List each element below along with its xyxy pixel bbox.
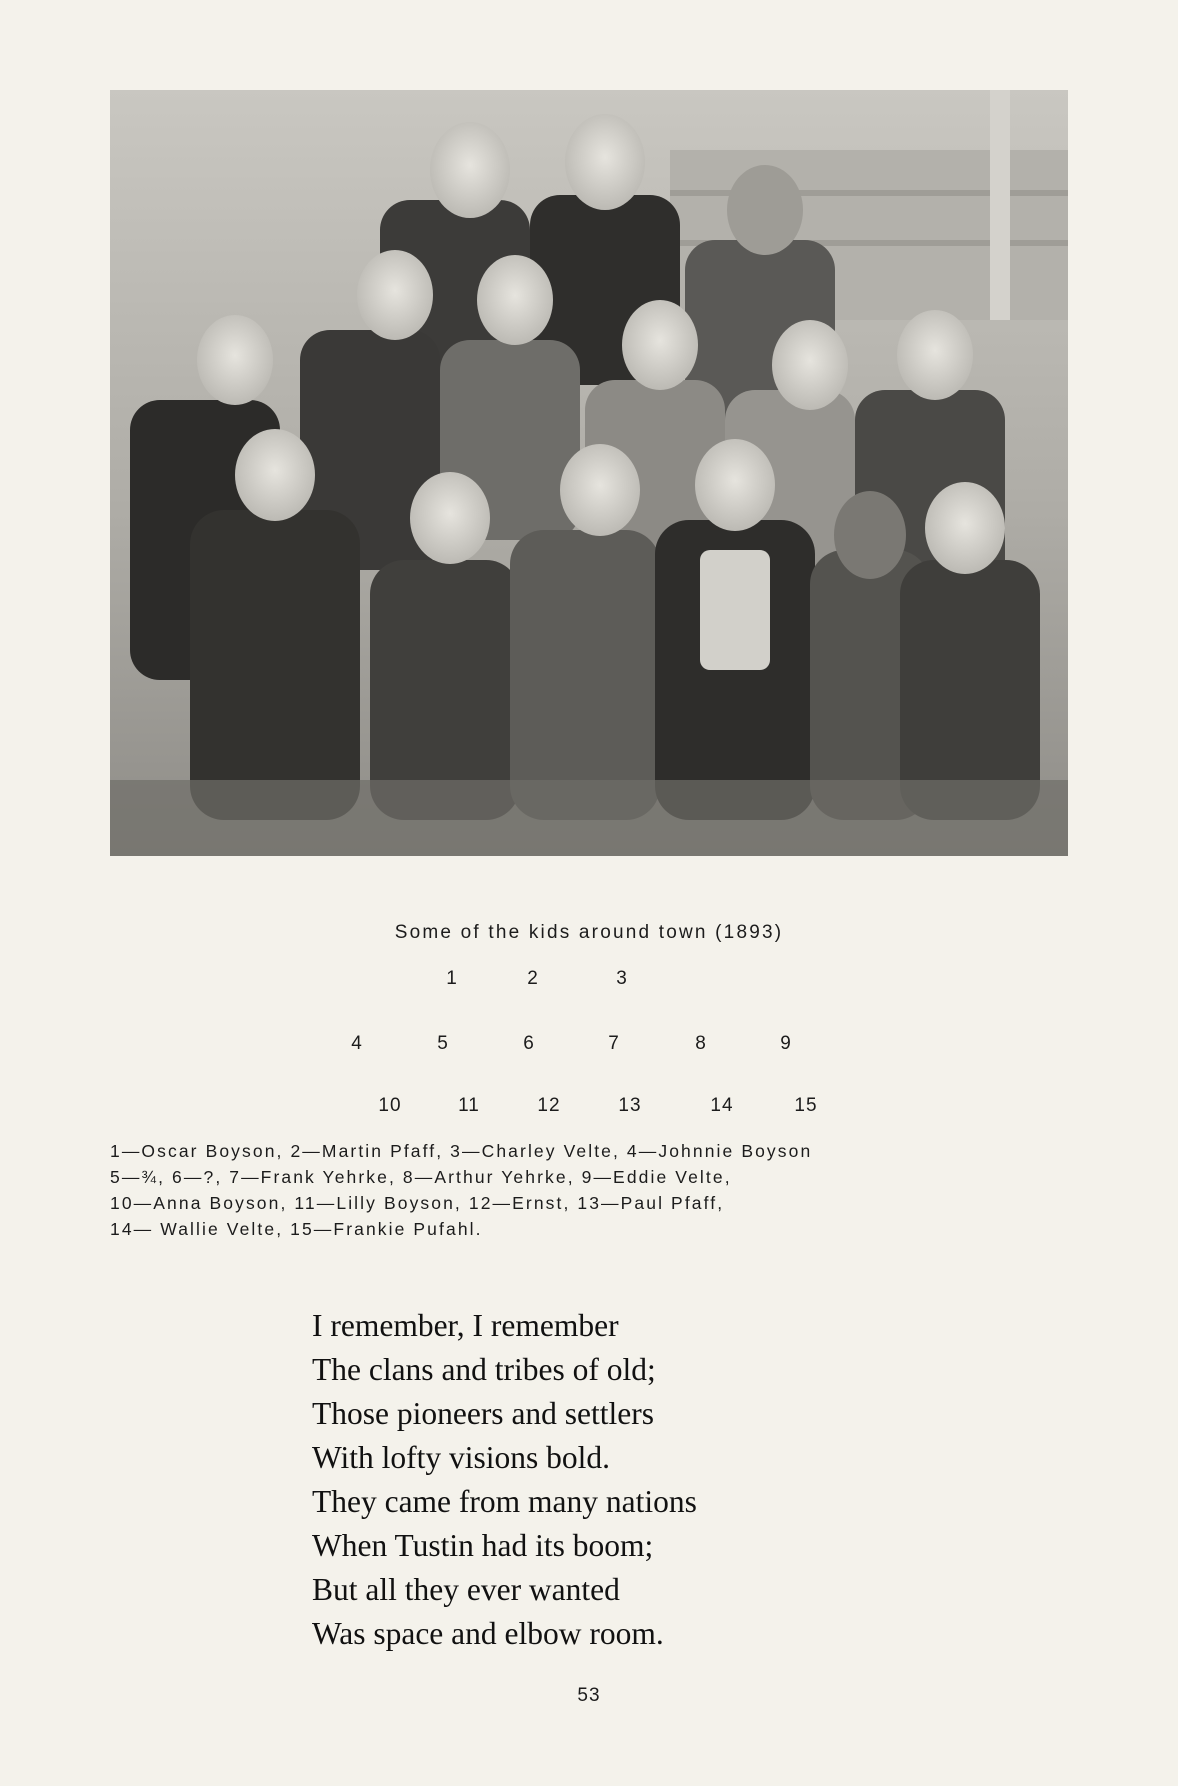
key-number: 2 [527, 968, 539, 989]
key-number: 1 [446, 968, 458, 989]
poem-stanza [312, 1304, 697, 1656]
key-number: 9 [780, 1033, 792, 1054]
poem-line: Was space and elbow room. [312, 1616, 664, 1651]
poem-line: With lofty visions bold. [312, 1440, 610, 1475]
poem-line: They came from many nations [312, 1484, 697, 1519]
key-number: 13 [618, 1095, 642, 1116]
poem-line: Those pioneers and settlers [312, 1396, 655, 1431]
key-number: 8 [695, 1033, 707, 1054]
key-number: 4 [351, 1033, 363, 1054]
key-number: 7 [608, 1033, 620, 1054]
key-number: 5 [437, 1033, 449, 1054]
key-number: 11 [458, 1095, 480, 1116]
poem-line: When Tustin had its boom; [312, 1528, 654, 1563]
key-number: 10 [378, 1095, 402, 1116]
key-number: 15 [794, 1095, 818, 1116]
poem-line: The clans and tribes of old; [312, 1352, 656, 1387]
key-number: 3 [616, 968, 628, 989]
key-number: 6 [523, 1033, 535, 1054]
names-line: 14— Wallie Velte, 15—Frankie Pufahl. [110, 1219, 483, 1239]
photo-caption: Some of the kids around town (1893) [394, 922, 784, 943]
names-line: 1—Oscar Boyson, 2—Martin Pfaff, 3—Charley Velte, 4—Johnnie Boyson [110, 1141, 813, 1161]
poem-line: But all they ever wanted [312, 1572, 620, 1607]
poem-line: I remember, I remember [312, 1308, 619, 1343]
names-legend [110, 1138, 1110, 1242]
key-number: 14 [710, 1095, 734, 1116]
names-line: 5—¾, 6—?, 7—Frank Yehrke, 8—Arthur Yehrke, 9—Eddie Velte, [110, 1167, 732, 1187]
photograph-image [110, 90, 1068, 856]
names-line: 10—Anna Boyson, 11—Lilly Boyson, 12—Ernst, 13—Paul Pfaff, [110, 1193, 725, 1213]
key-number: 12 [537, 1095, 561, 1116]
group-photograph [110, 90, 1068, 856]
page-number: 53 [577, 1685, 601, 1706]
